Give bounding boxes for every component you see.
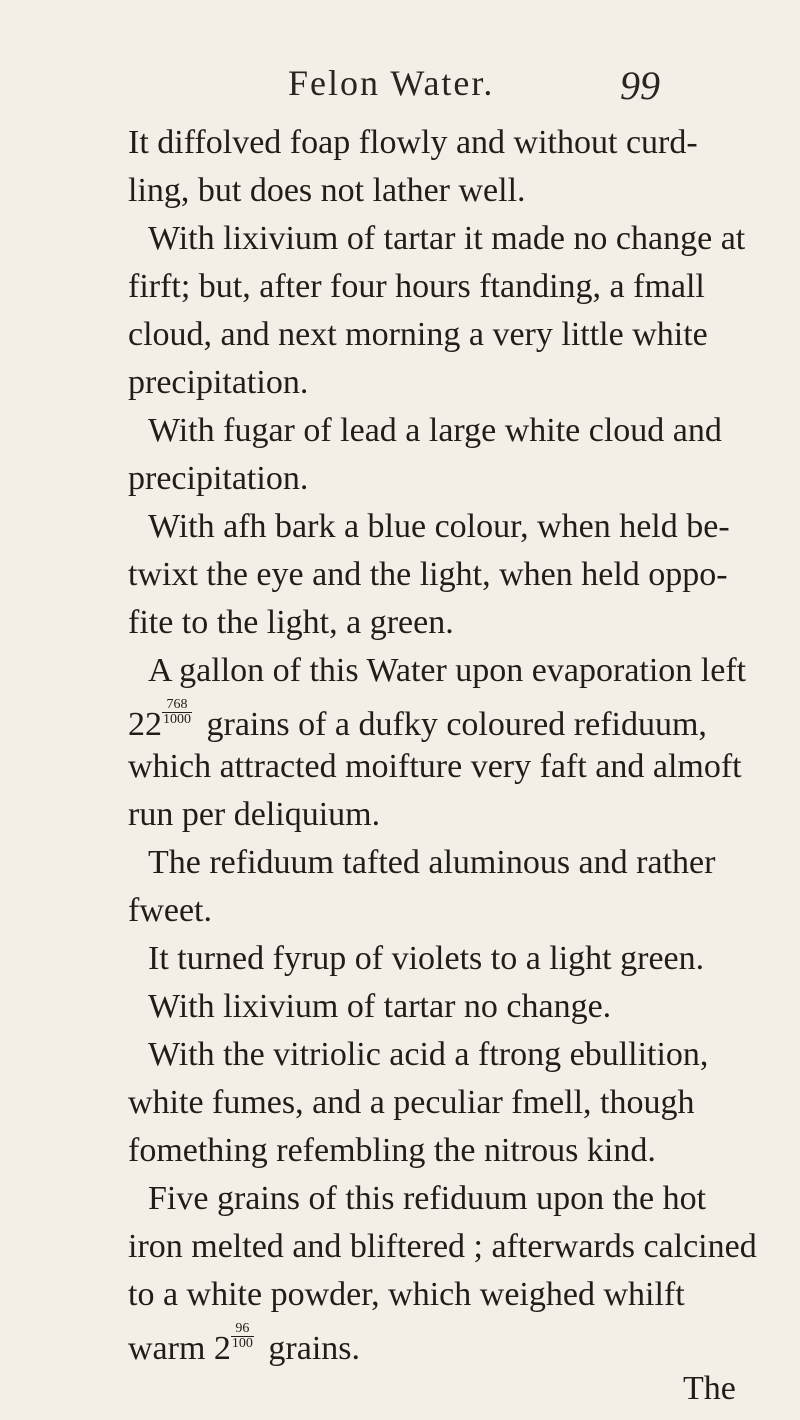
text-line: With lixivium of tartar it made no change at bbox=[148, 220, 746, 257]
text-line: to a white powder, which weighed whilft bbox=[128, 1276, 685, 1313]
text-line: With the vitriolic acid a ftrong ebullition, bbox=[148, 1036, 709, 1073]
text-line: It diffolved foap flowly and without curd- bbox=[128, 124, 698, 161]
running-head: Felon Water. bbox=[288, 63, 495, 103]
page-number: 99 bbox=[620, 63, 660, 108]
fraction bbox=[162, 698, 192, 727]
text-line: iron melted and bliftered ; afterwards calcined bbox=[128, 1228, 757, 1265]
text-line: ling, but does not lather well. bbox=[128, 172, 526, 209]
text-line: cloud, and next morning a very little white bbox=[128, 316, 708, 353]
catchword: The bbox=[683, 1370, 736, 1407]
text-line: twixt the eye and the light, when held oppo- bbox=[128, 556, 728, 593]
text-line: fweet. bbox=[128, 892, 213, 929]
fraction-line bbox=[128, 1322, 360, 1370]
text-line: It turned fyrup of violets to a light green. bbox=[148, 940, 705, 977]
fraction-numerator: 96 bbox=[231, 1322, 254, 1337]
fraction-numerator: 768 bbox=[162, 698, 192, 713]
text-line: which attracted moifture very faft and almoft bbox=[128, 748, 742, 785]
text-line: precipitation. bbox=[128, 460, 309, 497]
text-line: Five grains of this refiduum upon the hot bbox=[148, 1180, 707, 1217]
fraction bbox=[231, 1322, 254, 1351]
text-line: fomething refembling the nitrous kind. bbox=[128, 1132, 656, 1169]
text-line: precipitation. bbox=[128, 364, 309, 401]
text-line: fite to the light, a green. bbox=[128, 604, 454, 641]
text-line: A gallon of this Water upon evaporation left bbox=[148, 652, 747, 689]
fraction-rest: grains. bbox=[268, 1330, 361, 1367]
text-line: With afh bark a blue colour, when held be- bbox=[148, 508, 730, 545]
text-line: With lixivium of tartar no change. bbox=[148, 988, 612, 1025]
text-line: With fugar of lead a large white cloud and bbox=[148, 412, 722, 449]
text-line: run per deliquium. bbox=[128, 796, 381, 833]
fraction-whole: 22 bbox=[128, 706, 162, 743]
fraction-denominator: 100 bbox=[231, 1336, 253, 1351]
text-line: The refiduum tafted aluminous and rather bbox=[148, 844, 716, 881]
fraction-denominator: 1000 bbox=[163, 712, 191, 727]
fraction-rest: grains of a dufky coloured refiduum, bbox=[206, 706, 707, 743]
fraction-line bbox=[128, 698, 707, 746]
page-header bbox=[0, 62, 800, 108]
text-line: white fumes, and a peculiar fmell, though bbox=[128, 1084, 695, 1121]
fraction-prefix: warm bbox=[128, 1330, 206, 1367]
fraction-whole: 2 bbox=[213, 1330, 231, 1367]
text-line: firft; but, after four hours ftanding, a fmall bbox=[128, 268, 705, 305]
